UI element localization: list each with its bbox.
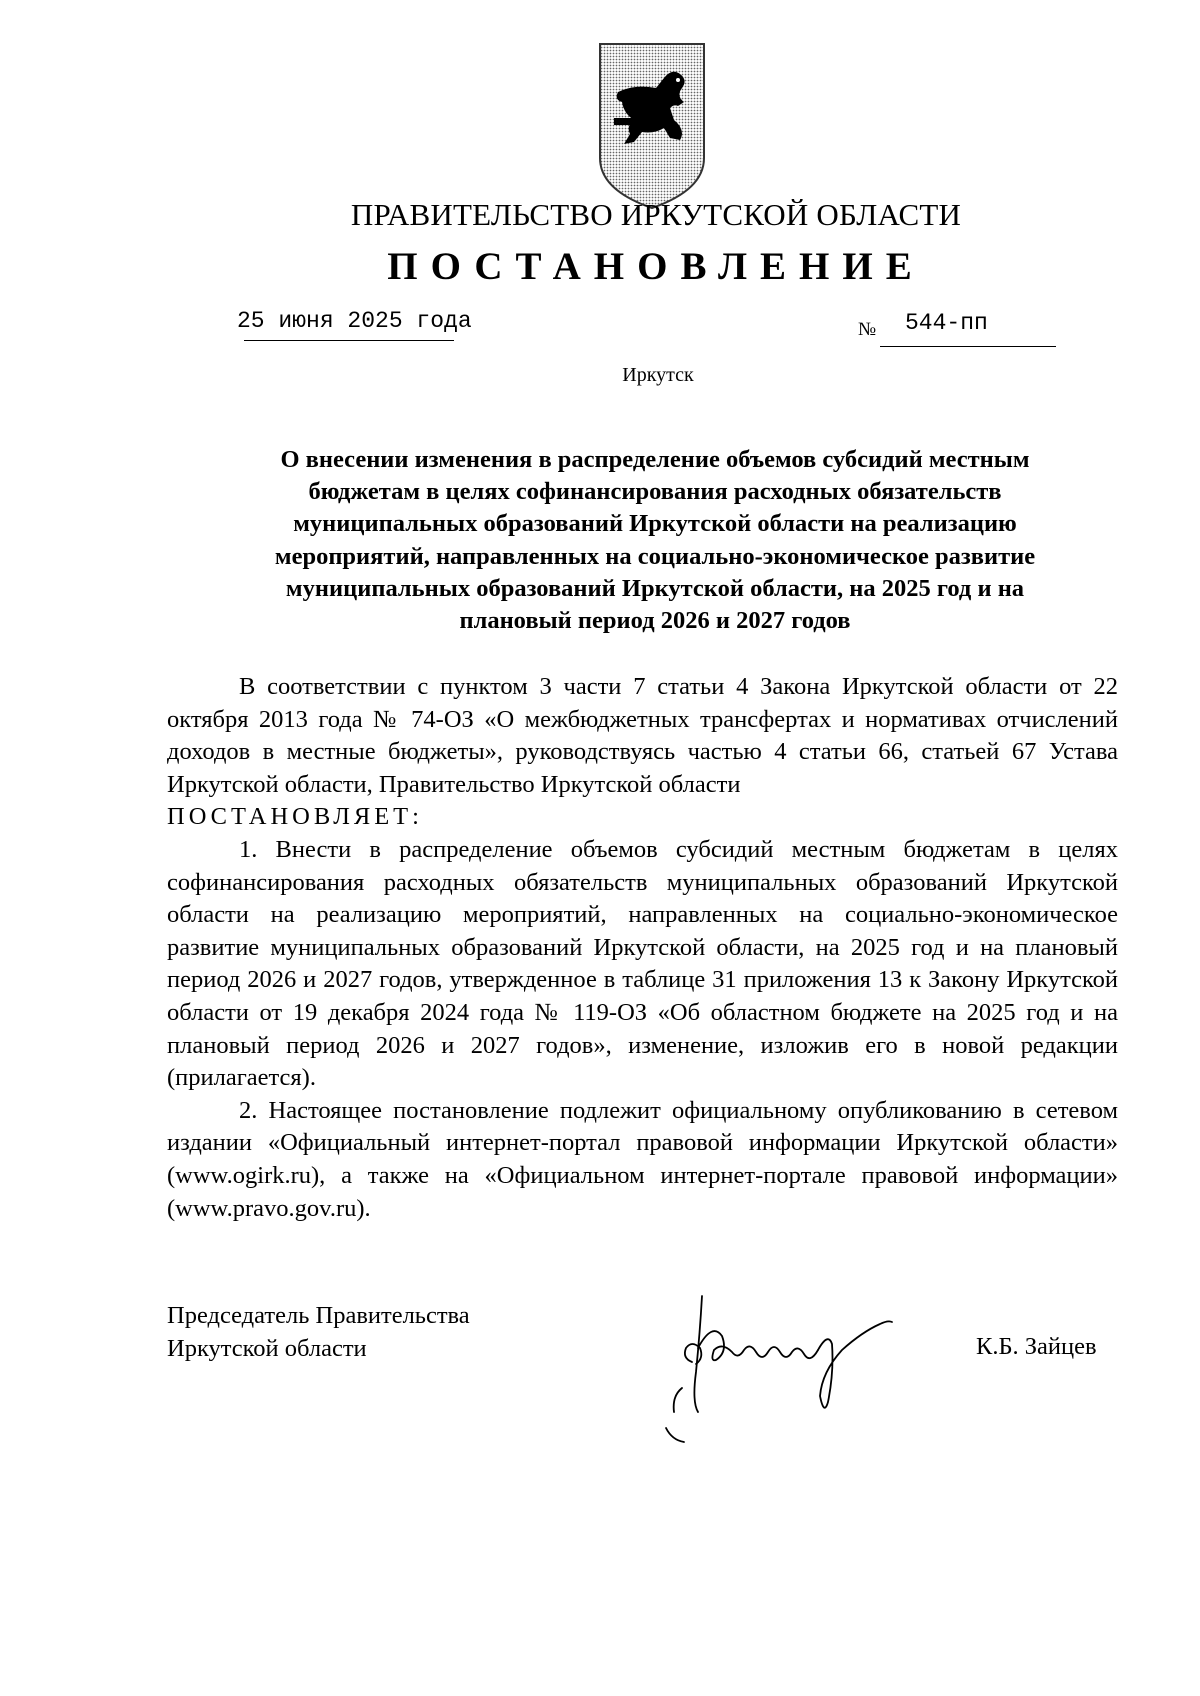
signer-position-line: Председатель Правительства [167,1302,470,1329]
document-date: 25 июня 2025 года [237,308,472,334]
title-line: муниципальных образований Иркутской области на реализацию [293,510,1017,538]
document-body [167,671,1118,1225]
signer-position [167,1300,470,1365]
coat-of-arms-icon [594,40,710,212]
number-underline [880,346,1056,347]
title-line: О внесении изменения в распределение объемов субсидий местным [280,446,1030,473]
organization-name: ПРАВИТЕЛЬСТВО ИРКУТСКОЙ ОБЛАСТИ [350,197,962,232]
document-number: 544-пп [905,310,988,336]
signer-position-line: Иркутской области [167,1334,367,1362]
item-1-paragraph: 1. Внести в распределение объемов субсидий местным бюджетам в целях софинансирования расходных обязательств муниципальных образований Иркутской области на реализацию мероприятий, направленных на социально-экономическое развитие муниципальных образований Иркутской области, на 2025 год и на плановый период 2026 и 2027 годов, утвержденное в таблице 31 приложения 13 к Закону Иркутской области от 19 декабря 2024 года № 119-ОЗ «Об областном бюджете на 2025 год и на плановый период 2026 и 2027 годов», изменение, изложив его в новой редакции (прилагается). [167,835,1118,1092]
title-line: плановый период 2026 и 2027 годов [459,607,851,635]
document-city: Иркутск [622,364,694,386]
title-line: муниципальных образований Иркутской области, на 2025 год и на [285,574,1025,602]
item-2-paragraph: 2. Настоящее постановление подлежит официальному опубликованию в сетевом издании «Официальный интернет-портал правовой информации Иркутской области» (www.ogirk.ru), а также на «Официальном интернет-портале правовой информации» (www.pravo.gov.ru). [167,1096,1118,1222]
number-sign: № [858,319,877,340]
title-line: мероприятий, направленных на социально-экономическое развитие [274,542,1036,570]
resolves-word: ПОСТАНОВЛЯЕТ: [167,803,423,831]
title-line: бюджетам в целях софинансирования расходных обязательств [308,478,1002,506]
signer-name: К.Б. Зайцев [976,1333,1097,1360]
date-underline [244,340,454,341]
handwritten-signature-icon [652,1292,932,1448]
document-type: ПОСТАНОВЛЕНИЕ [387,245,925,288]
preamble-paragraph: В соответствии с пунктом 3 части 7 статьи 4 Закона Иркутской области от 22 октября 2013 года № 74-ОЗ «О межбюджетных трансфертах и нормативах отчислений доходов в местные бюджеты», руководствуясь частью 4 статьи 66, статьей 67 Устава Иркутской области, Правительство Иркутской области [167,673,1118,798]
document-title [190,444,1120,637]
